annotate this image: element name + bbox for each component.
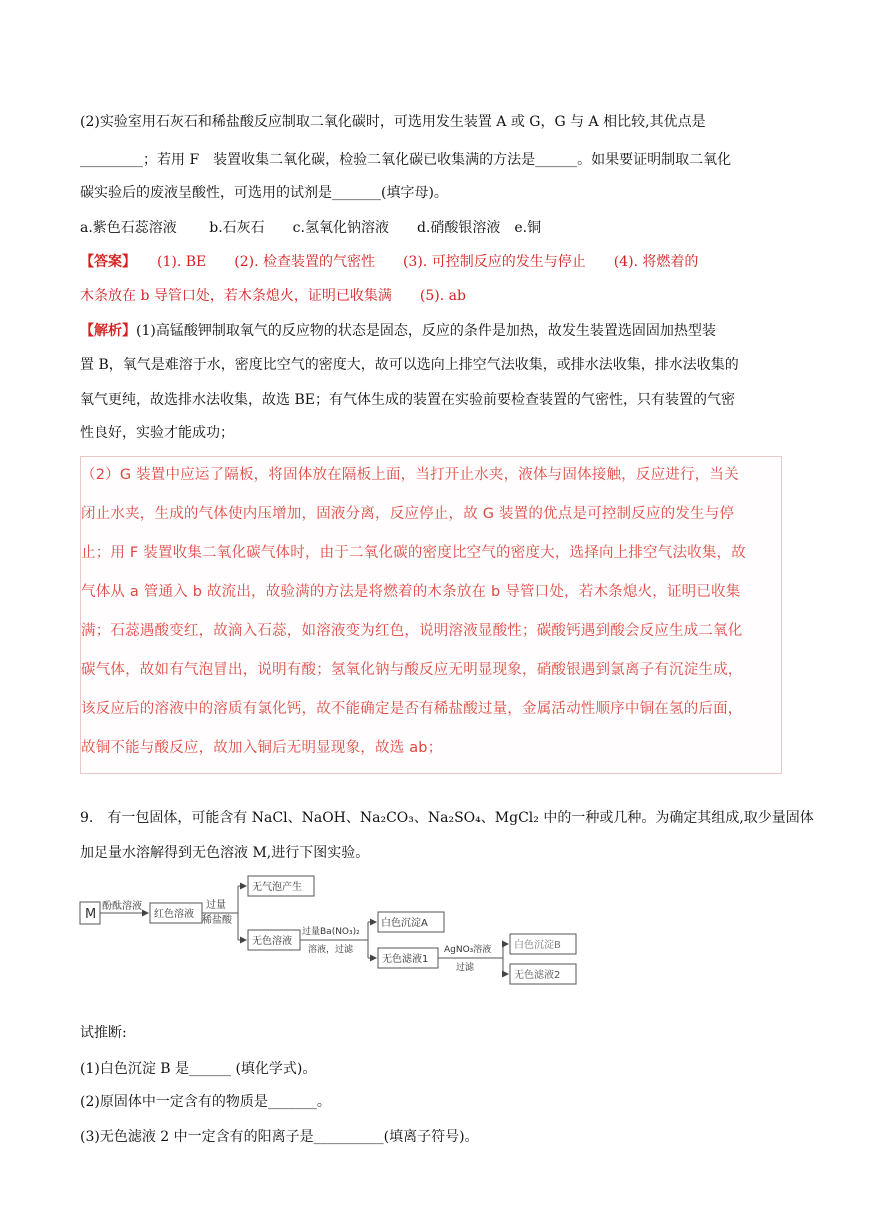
q8-part2-line3: 碳实验后的废液呈酸性，可选用的试剂是_______(填字母)。 [80,185,448,201]
box-white-precipitate-a: 白色沉淀A [381,918,428,929]
box-white-precipitate-b: 白色沉淀B [514,940,561,951]
arrow-filter-label-2: 过滤 [456,963,475,973]
q9-sub3: (3)无色滤液 2 中一定含有的阳离子是__________(填离子符号)。 [80,1129,479,1145]
experiment-flow-diagram [78,872,598,988]
answer-line1 [80,252,698,272]
arrow-hcl-label: 稀盐酸 [202,915,232,926]
answer-line2: 木条放在 b 导管口处，若木条熄火，证明已收集满 (5). ab [80,288,466,304]
box-colorless-solution: 无色溶液 [252,936,292,947]
box-no-bubble: 无气泡产生 [252,882,302,893]
scan-line-4: 气体从 a 管通入 b 故流出，故验满的方法是将燃着的木条放在 b 导管口处，若木条熄火，证明已收集 [81,584,741,600]
answer-text1: (1). BE (2). 检查装置的气密性 (3). 可控制反应的发生与停止 (4). 将燃着的 [129,254,699,270]
scan-line-8: 故铜不能与酸反应，故加入铜后无明显现象，故选 ab； [81,740,443,756]
answer-tag: 【答案】 [80,254,129,270]
scan-line-5: 满；石蕊遇酸变红，故滴入石蕊，如溶液变为红色，说明溶液显酸性；碳酸钙遇到酸会反应生成二氧化 [81,623,743,639]
analysis-line4: 性良好，实验才能成功； [80,425,234,441]
box-m-label: M [85,907,97,922]
q9-prompt: 试推断: [80,1025,127,1041]
scanned-explanation-image [80,456,782,774]
q9-sub1: (1)白色沉淀 B 是______ (填化学式)。 [80,1061,317,1077]
analysis-text1: (1)高锰酸钾制取氧气的反应物的状态是固态，反应的条件是加热，故发生装置选固固加热型装 [136,323,716,339]
analysis-line1 [80,321,716,341]
analysis-line3: 氧气更纯，故选排水法收集，故选 BE；有气体生成的装置在实验前要检查装置的气密性，只有装置的气密 [80,392,735,408]
scan-line-7: 该反应后的溶液中的溶质有氯化钙，故不能确定是否有稀盐酸过量，金属活动性顺序中铜在氢的后面， [81,701,743,717]
scan-line-6: 碳气体，故如有气泡冒出，说明有酸；氢氧化钠与酸反应无明显现象，硝酸银遇到氯离子有沉淀生成， [81,662,743,678]
q8-part2-line2: _________；若用 F 装置收集二氧化碳，检验二氧化碳已收集满的方法是______。如果要证明制取二氧化 [80,152,732,168]
arrow-phenolphthalein-label: 酚酞溶液 [102,901,142,912]
arrow-silver-nitrate-label: AgNO₃溶液 [444,945,492,955]
q8-part2-line1: (2)实验室用石灰石和稀盐酸反应制取二氧化碳时，可选用发生装置 A 或 G，G 与 A 相比较,其优点是 [80,114,706,130]
arrow-filter-label-1: 溶液，过滤 [308,945,354,955]
arrow-excess-label: 过量 [206,900,226,911]
scan-line-1: （2）G 装置中应运了隔板，将固体放在隔板上面，当打开止水夹，液体与固体接触，反应进行，当关 [81,467,739,483]
q8-options: a.紫色石蕊溶液 b.石灰石 c.氢氧化钠溶液 d.硝酸银溶液 e.铜 [80,220,542,236]
q9-line2: 加足量水溶解得到无色溶液 M,进行下图实验。 [80,845,370,861]
analysis-tag: 【解析】 [80,323,136,339]
scan-line-3: 止；用 F 装置收集二氧化碳气体时，由于二氧化碳的密度比空气的密度大，选择向上排空气法收集，故 [81,545,746,561]
box-red-solution: 红色溶液 [154,909,194,920]
q9-line1: 9. 有一包固体，可能含有 NaCl、NaOH、Na₂CO₃、Na₂SO₄、MgCl₂ 中的一种或几种。为确定其组成,取少量固体 [80,810,814,826]
analysis-line2: 置 B，氧气是难溶于水，密度比空气的密度大，故可以选向上排空气法收集，或排水法收集，排水法收集的 [80,357,739,373]
arrow-barium-nitrate-label: 过量Ba(NO₃)₂ [302,927,360,937]
box-filtrate-2: 无色滤液2 [514,970,561,981]
scan-line-2: 闭止水夹，生成的气体使内压增加，固液分离，反应停止，故 G 装置的优点是可控制反应的发生与停 [81,506,735,522]
box-filtrate-1: 无色滤液1 [382,954,429,965]
q9-sub2: (2)原固体中一定含有的物质是_______。 [80,1094,331,1110]
